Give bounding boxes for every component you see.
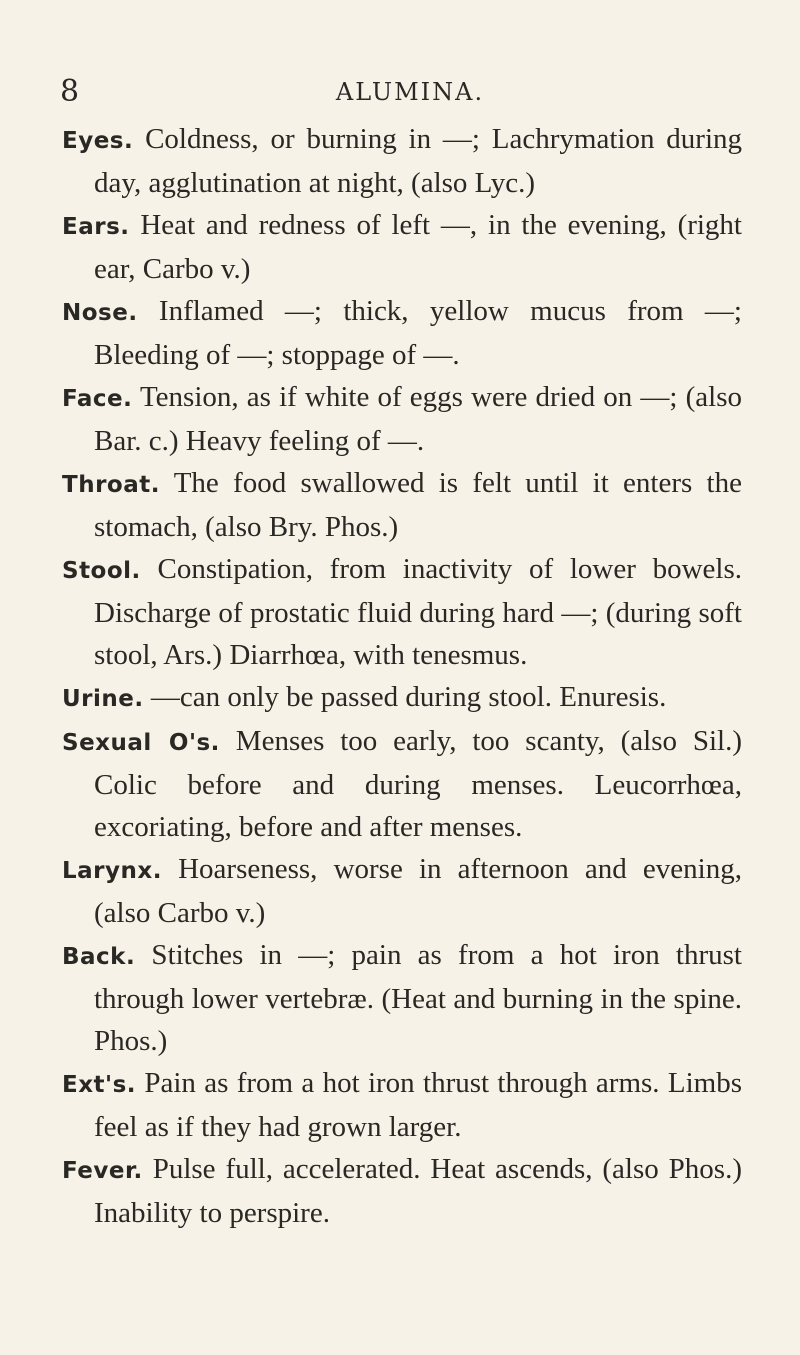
entry-urine <box>62 676 742 720</box>
entry-text: Constipation, from inactivity of lower bowels. Discharge of prostatic fluid during hard —; (during soft stool, Ars.) Diarrhœa, with tenesmus. <box>94 553 742 671</box>
entry-extremities <box>62 1062 742 1148</box>
entry-text: Inflamed —; thick, yellow mucus from —; Bleeding of —; stoppage of —. <box>94 295 742 371</box>
entry-face <box>62 376 742 462</box>
entry-fever <box>62 1148 742 1234</box>
entry-sexual-organs <box>62 720 742 848</box>
entry-heading: Fever. <box>62 1158 143 1184</box>
entry-nose <box>62 290 742 376</box>
entry-heading: Stool. <box>62 558 141 584</box>
entry-text: Menses too early, too scanty, (also Sil.) Colic before and during menses. Leucorrhœa, excoriating, before and after menses. <box>94 725 742 843</box>
entry-heading: Larynx. <box>62 858 162 884</box>
entry-text: Heat and redness of left —, in the evening, (right ear, Carbo v.) <box>94 209 742 285</box>
page-header <box>60 72 760 112</box>
entry-text: Pain as from a hot iron thrust through arms. Limbs feel as if they had grown larger. <box>94 1067 742 1143</box>
entry-heading: Back. <box>62 944 136 970</box>
entry-heading: Ears. <box>62 214 130 240</box>
entry-throat <box>62 462 742 548</box>
entry-back <box>62 934 742 1062</box>
entry-heading: Face. <box>62 386 133 412</box>
entry-eyes <box>62 118 742 204</box>
symptom-entries <box>62 118 742 1234</box>
entry-text: The food swallowed is felt until it enters the stomach, (also Bry. Phos.) <box>94 467 742 543</box>
entry-text: Coldness, or burning in —; Lachrymation during day, agglutination at night, (also Lyc.) <box>94 123 742 199</box>
page-number: 8 <box>60 74 80 109</box>
entry-text: Tension, as if white of eggs were dried on —; (also Bar. c.) Heavy feeling of —. <box>94 381 742 457</box>
entry-text: —can only be passed during stool. Enuresis. <box>143 681 667 713</box>
running-title: ALUMINA. <box>335 78 485 106</box>
entry-heading: Ext's. <box>62 1072 137 1098</box>
entry-stool <box>62 548 742 676</box>
entry-ears <box>62 204 742 290</box>
entry-heading: Urine. <box>62 686 144 712</box>
entry-text: Stitches in —; pain as from a hot iron thrust through lower vertebræ. (Heat and burning in the spine. Phos.) <box>94 939 742 1057</box>
entry-larynx <box>62 848 742 934</box>
entry-text: Hoarseness, worse in afternoon and evening, (also Carbo v.) <box>94 853 742 929</box>
entry-text: Pulse full, accelerated. Heat ascends, (also Phos.) Inability to perspire. <box>94 1153 742 1229</box>
entry-heading: Eyes. <box>62 128 134 154</box>
entry-heading: Throat. <box>62 472 160 498</box>
entry-heading: Nose. <box>62 300 138 326</box>
entry-heading: Sexual O's. <box>62 730 220 756</box>
